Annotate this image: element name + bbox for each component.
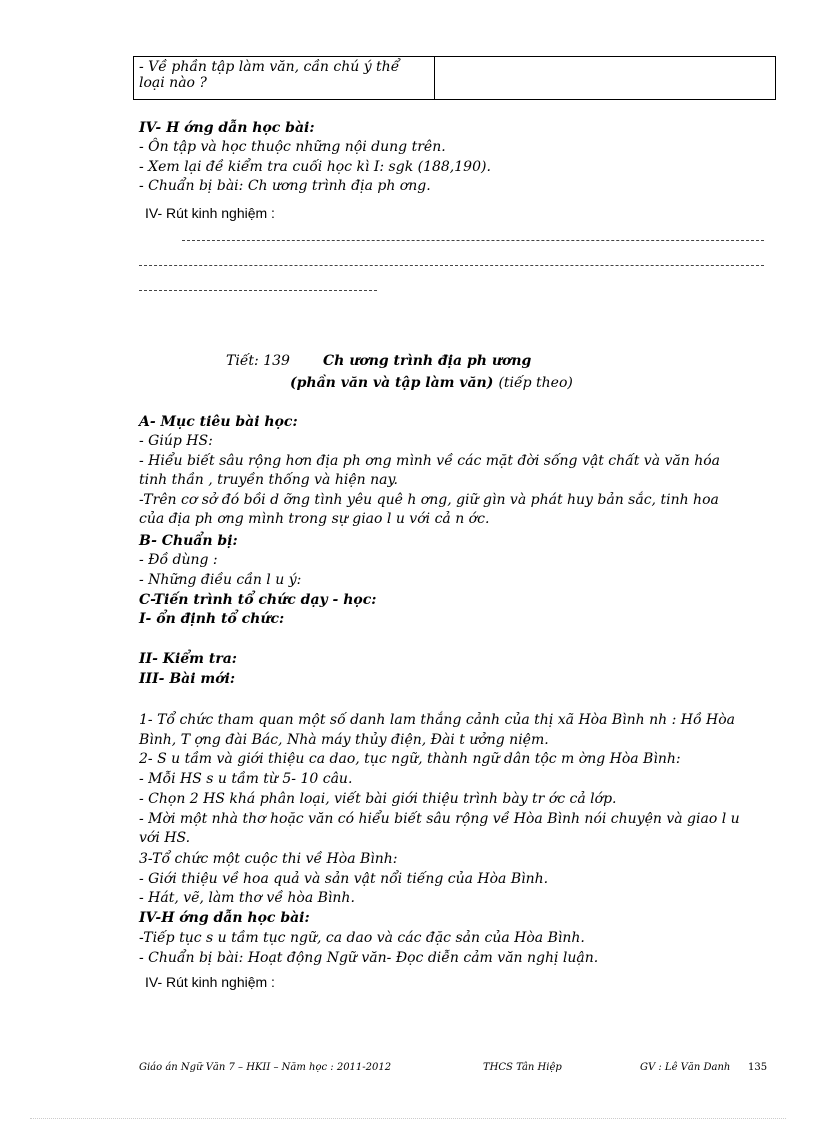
dashed-line — [139, 265, 764, 266]
text-line: - Hiểu biết sâu rộng hơn địa ph ơng mình về các mặt đời sống vật chất và văn hóa — [139, 453, 721, 469]
text-line: - Mời một nhà thơ hoặc văn có hiểu biết sâu rộng về Hòa Bình nói chuyện và giao l u — [139, 811, 740, 827]
section-heading-on-dinh: I- ổn định tổ chức: — [139, 611, 285, 627]
lesson-subtitle-bold: (phần văn và tập làm văn) — [290, 375, 494, 391]
lesson-number: Tiết: 139 — [226, 353, 290, 369]
text-line: của địa ph ơng mình trong sự giao l u với cả n ớc. — [139, 511, 490, 527]
text-line: - Mỗi HS s u tầm từ 5- 10 câu. — [139, 771, 353, 787]
section-heading-rut-kinh-nghiem-2: IV- Rút kinh nghiệm : — [145, 974, 275, 990]
dashed-line — [182, 240, 764, 241]
text-line: Bình, T ợng đài Bác, Nhà máy thủy điện, Đài t ưởng niệm. — [139, 732, 549, 748]
text-line: với HS. — [139, 830, 191, 846]
section-heading-huong-dan-2: IV-H ớng dẫn học bài: — [139, 910, 310, 926]
section-heading-bai-moi: III- Bài mới: — [139, 671, 236, 687]
section-heading-muc-tieu: A- Mục tiêu bài học: — [139, 414, 298, 430]
lesson-subtitle — [290, 372, 573, 393]
table-cell-question: - Về phần tập làm văn, cần chú ý thể loại nào ? — [134, 57, 435, 100]
lesson-subtitle-normal: (tiếp theo) — [498, 375, 573, 391]
text-line: - Xem lại đề kiểm tra cuối học kì I: sgk (188,190). — [139, 159, 491, 175]
text-line: 1- Tổ chức tham quan một số danh lam thắng cảnh của thị xã Hòa Bình nh : Hồ Hòa — [139, 712, 735, 728]
text-line: - Hát, vẽ, làm thơ về hòa Bình. — [139, 890, 355, 906]
section-heading-huong-dan: IV- H ớng dẫn học bài: — [139, 120, 315, 136]
section-heading-rut-kinh-nghiem: IV- Rút kinh nghiệm : — [145, 205, 275, 221]
answer-table — [133, 56, 776, 100]
section-heading-tien-trinh: C-Tiến trình tổ chức dạy - học: — [139, 592, 377, 608]
text-line: - Giới thiệu về hoa quả và sản vật nổi tiếng của Hòa Bình. — [139, 871, 549, 887]
text-line: - Chuẩn bị bài: Hoạt động Ngữ văn- Đọc diễn cảm văn nghị luận. — [139, 950, 599, 966]
lesson-title: Ch ương trình địa ph ương — [323, 353, 532, 369]
text-line: -Trên cơ sở đó bồi d ỡng tình yêu quê h ơng, giữ gìn và phát huy bản sắc, tinh hoa — [139, 492, 719, 508]
table-cell-answer — [435, 57, 776, 100]
section-heading-kiem-tra: II- Kiểm tra: — [139, 651, 237, 667]
text-line: 3-Tổ chức một cuộc thi về Hòa Bình: — [139, 851, 398, 867]
footer-course: Giáo án Ngữ Văn 7 – HKII – Năm học : 2011-2012 — [139, 1062, 392, 1073]
dashed-line — [139, 290, 377, 291]
text-line: - Đồ dùng : — [139, 552, 218, 568]
text-line: tinh thần , truyền thống và hiện nay. — [139, 472, 398, 488]
text-line: - Giúp HS: — [139, 433, 213, 449]
table-row — [134, 57, 776, 100]
text-line: - Những điều cần l u ý: — [139, 572, 302, 588]
text-line: -Tiếp tục s u tầm tục ngữ, ca dao và các đặc sản của Hòa Bình. — [139, 930, 585, 946]
section-heading-chuan-bi: B- Chuẩn bị: — [139, 533, 238, 549]
text-line: - Chuẩn bị bài: Ch ương trình địa ph ơng. — [139, 178, 431, 194]
text-line: - Ôn tập và học thuộc những nội dung trên. — [139, 139, 446, 155]
page-number: 135 — [748, 1062, 768, 1073]
bottom-rule — [30, 1118, 786, 1119]
footer-teacher: GV : Lê Văn Danh — [640, 1062, 731, 1073]
footer-school: THCS Tân Hiệp — [483, 1062, 562, 1073]
text-line: 2- S u tầm và giới thiệu ca dao, tục ngữ, thành ngữ dân tộc m ờng Hòa Bình: — [139, 751, 681, 767]
text-line: - Chọn 2 HS khá phân loại, viết bài giới thiệu trình bày tr ớc cả lớp. — [139, 791, 617, 807]
